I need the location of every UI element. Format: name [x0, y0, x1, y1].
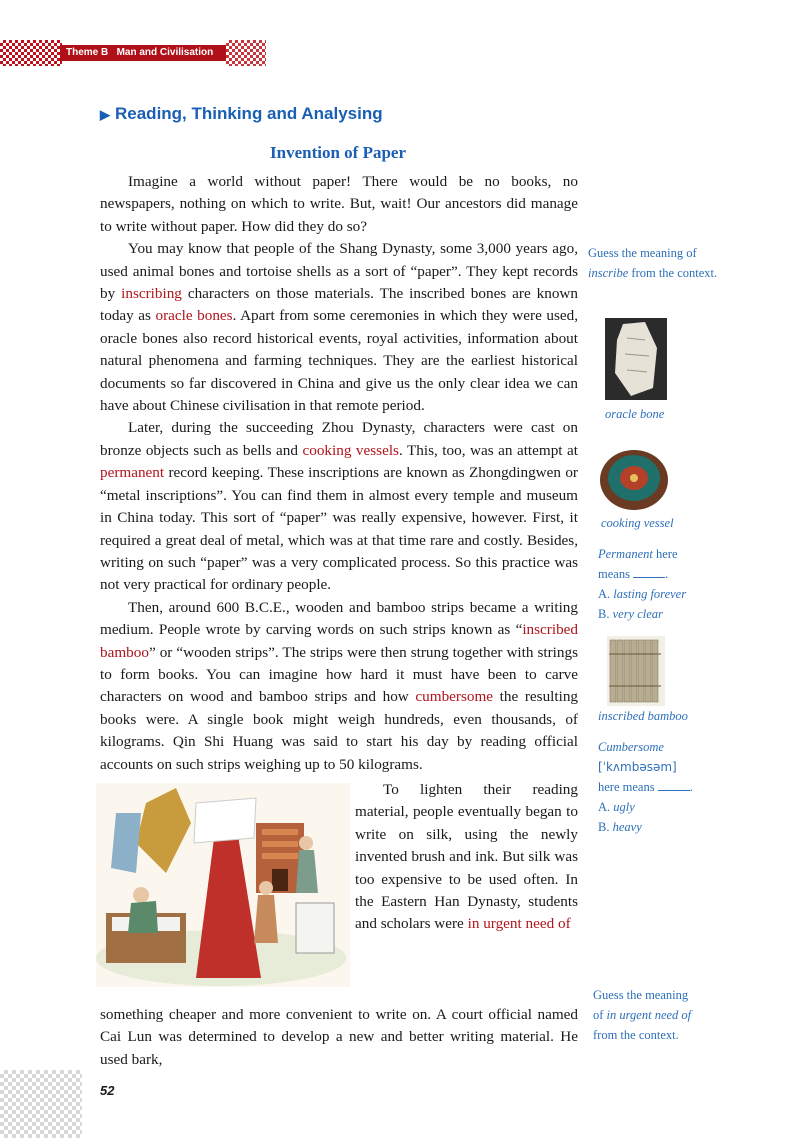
theme-label: Theme B [66, 47, 109, 58]
inscribed-bamboo-image [607, 636, 665, 706]
paragraph: To lighten their reading material, people eventually began to write on silk, using the newly invented brush and ink. But silk was too expensive to be used often. In the Eastern Han Dynasty, students and scholars were in urgent need of [355, 781, 578, 933]
article-body [100, 171, 578, 776]
article-title: Invention of Paper [270, 143, 406, 162]
paragraph: Then, around 600 B.C.E., wooden and bamboo strips became a writing medium. People wrote by carving words on such strips known as “inscribed bamboo” or “wooden strips”. The strips were then strung together with strings to form books. You can imagine how hard it must have been to carve characters on wood and bamboo strips and how cumbersome the resulting books were. A single book might weigh hundreds, even thousands, of kilograms. Qin Shi Huang was said to start his day by reading official accounts on such strips weighing up to 50 kilograms. [100, 598, 579, 773]
highlight-word: cumbersome [415, 688, 494, 706]
highlight-word: oracle bones [155, 307, 233, 325]
section-heading [100, 104, 383, 124]
caption-oracle-bone: oracle bone [605, 407, 665, 421]
paragraph: Later, during the succeeding Zhou Dynasty, characters were cast on bronze objects such as bells and cooking vessels. This, too, was an attempt at permanent record keeping. These inscriptions are known as Zhongdingwen or “metal inscriptions”. You can find them in almost every temple and museum in China today. This sort of “paper” was really expensive, however. First, it required a great deal of metal, which was at that time rare and costly. Besides, writing on such “paper” was a very complicated process. So this practice was not very practical for ordinary people. [100, 419, 578, 594]
margin-note-permanent: Permanent here means . A. lasting forever B. very clear [598, 547, 687, 621]
header-pattern-tail [226, 40, 266, 66]
margin-note-inscribe: Guess the meaning of inscribe from the context. [588, 246, 718, 280]
page-number: 52 [100, 1083, 115, 1098]
closing-text: something cheaper and more convenient to write on. A court official named Cai Lun was determined to develop a new and better writing material. He used bark, [100, 1006, 578, 1068]
caption-cooking-vessel: cooking vessel [601, 516, 674, 530]
triangle-right-icon: ▶ [100, 107, 110, 122]
header-pattern [0, 40, 62, 66]
margin-note-urgent: Guess the meaning of in urgent need of from the context. [593, 988, 692, 1042]
papermaking-illustration [96, 783, 350, 987]
answer-blank [633, 577, 665, 578]
answer-blank [658, 790, 690, 791]
highlight-word: in urgent need of [467, 915, 571, 933]
footer-pattern [0, 1070, 82, 1138]
wrap-block [100, 597, 578, 776]
highlight-word: permanent [100, 464, 165, 482]
caption-inscribed-bamboo: inscribed bamboo [598, 709, 688, 723]
highlight-word: inscribed bamboo [100, 621, 578, 661]
highlight-word: inscribing [121, 285, 182, 303]
paragraph: Imagine a world without paper! There would be no books, no newspapers, nothing on which to write. But, wait! Our ancestors did manage to write without paper. How did they do so? [100, 173, 578, 235]
theme-banner [60, 45, 226, 61]
section-heading-text: Reading, Thinking and Analysing [115, 104, 383, 123]
paragraph: You may know that people of the Shang Dynasty, some 3,000 years ago, used animal bones and tortoise shells as a sort of “paper”. They kept records by inscribing characters on those materials. The inscribed bones are known today as oracle bones. Apart from some ceremonies in which they were used, oracle bones also record historical events, royal activities, information about natural phenomena and farming techniques. They are the earliest historical documents so far discovered in China and give us the only clear idea we can have about Chinese civilisation in that remote period. [100, 240, 578, 415]
highlight-word: cooking vessels [302, 441, 399, 459]
margin-note-cumbersome: Cumbersome [ˈkʌmbəsəm] here means . A. ugly B. heavy [598, 740, 693, 834]
wrapped-text [355, 779, 578, 936]
cooking-vessel-image [597, 448, 671, 512]
oracle-bone-image [605, 318, 667, 400]
theme-title: Man and Civilisation [116, 47, 214, 58]
